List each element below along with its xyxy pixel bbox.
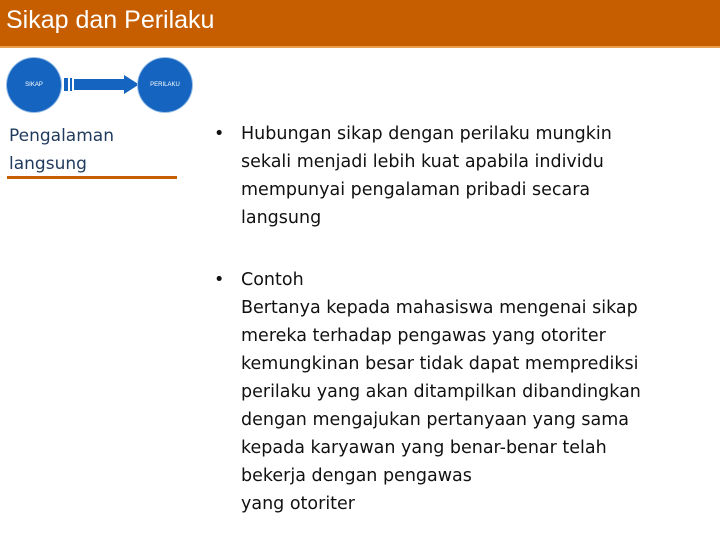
side-label [9, 122, 179, 178]
bullet-dot: • [214, 270, 225, 290]
sikap-node-label: SIKAP [25, 82, 43, 88]
bullet-list [214, 120, 714, 518]
title-bar [0, 0, 720, 48]
bullet-dot: • [214, 124, 225, 144]
right-arrow-icon [64, 75, 140, 95]
bullet-text: Contoh Bertanya kepada mahasiswa mengenai sikap mereka terhadap pengawas yang otoriter kemungkinan besar tidak dapat memprediksi perilaku yang akan ditampilkan dibandingkan dengan mengajukan pertanyaan yang sama kepada karyawan yang benar-benar telah bekerja dengan pengawas yang otoriter [241, 270, 641, 514]
slide-title: Sikap dan Perilaku [6, 6, 215, 34]
sikap-node [7, 58, 61, 112]
bullet-item [214, 266, 714, 518]
side-label-text: Pengalaman langsung [9, 126, 114, 174]
side-label-underline [7, 176, 177, 179]
perilaku-node [138, 58, 192, 112]
bullet-text: Hubungan sikap dengan perilaku mungkin sekali menjadi lebih kuat apabila individu mempunyai pengalaman pribadi secara langsung [241, 124, 612, 228]
perilaku-node-label: PERILAKU [150, 82, 180, 88]
bullet-item [214, 120, 714, 232]
